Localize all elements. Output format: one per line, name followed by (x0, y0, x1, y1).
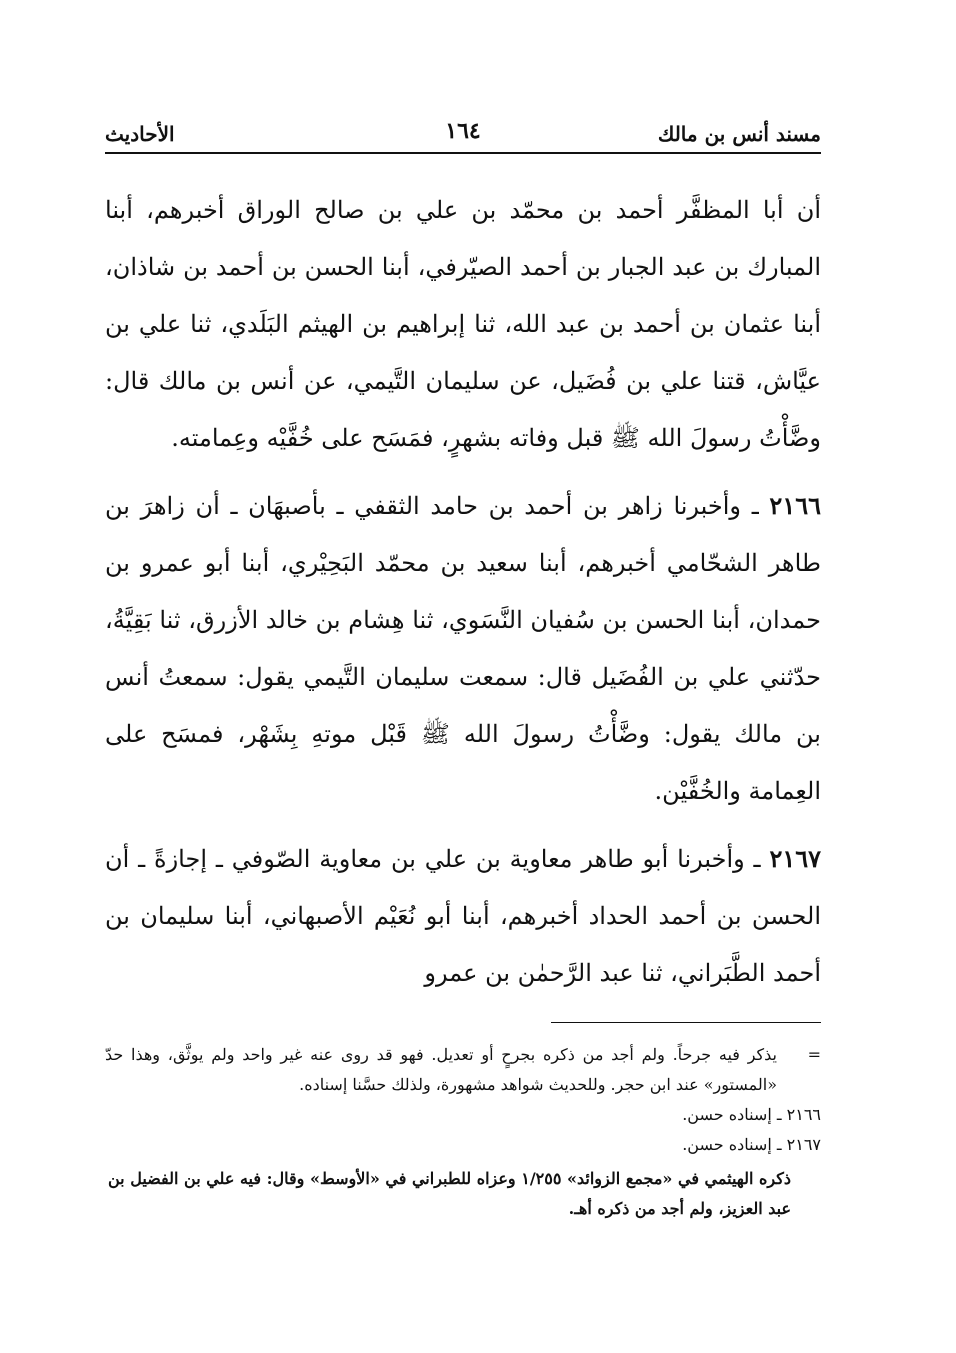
hadith-2166 (105, 477, 821, 820)
hadith-2167 (105, 830, 821, 1002)
footnotes (105, 1040, 821, 1224)
footnote-text: يذكر فيه جرحاً. ولم أجد من ذكره بجرحٍ أو تعديل. فهو قد روى عنه غير واحد ولم يوثَّق، وهذا حدّ «المستور» عند ابن حجر. وللحديث شواهد مشهورة، ولذلك حسَّنا إسناده. (105, 1045, 777, 1094)
hadith-number: ٢١٦٧ (769, 844, 821, 873)
paragraph-text: ـ وأخبرنا زاهر بن أحمد بن حامد الثقفي ـ بأصبهَان ـ أن زاهرَ بن طاهر الشحّامي أخبرهم، أبنا سعيد بن محمّد البَحِيْري، أبنا أبو عمرو بن حمدان، أبنا الحسن بن سُفيان النَّسَوي، ثنا هِشام بن خالد الأزرق، ثنا بَقِيَّةُ، حدّثني علي بن الفُضَيل قال: سمعت سليمان التَّيمي يقول: سمعتُ أنس بن مالك يقول: وضَّأْتُ رسولَ الله ﷺ قَبْل موتهِ بِشَهْر، فمسَح على العِمامة والخُفَّيْن. (105, 492, 822, 805)
paragraph-text: ـ وأخبرنا أبو طاهر معاوية بن علي بن معاوية الصّوفي ـ إجازةً ـ أن الحسن بن أحمد الحداد أخبرهم، أبنا أبو نُعَيْم الأصبهاني، أبنا سليمان بن أحمد الطَّبَراني، ثنا عبد الرَّحمٰن بن عمرو (105, 845, 821, 987)
book-page (105, 110, 821, 1310)
continuation-mark: = (807, 1045, 821, 1064)
section-title: الأحاديث (105, 122, 175, 146)
footnote-commentary: ذكره الهيثمي في «مجمع الزوائد» ١/٢٥٥ وعزاه للطبراني في «الأوسط» وقال: فيه علي بن الفضيل بن عبد العزيز، ولم أجد من ذكره أهـ. (108, 1169, 791, 1218)
paragraph (105, 182, 821, 467)
running-header (105, 110, 821, 154)
footnote-separator (551, 1022, 821, 1023)
footnote-2166: ٢١٦٦ ـ إسناده حسن. (682, 1105, 821, 1124)
footnote-2167: ٢١٦٧ ـ إسناده حسن. (682, 1135, 821, 1154)
book-title: مسند أنس بن مالك (657, 122, 821, 146)
paragraph-text: أن أبا المظفَّر أحمد بن محمّد بن علي بن صالح الوراق أخبرهم، أبنا المبارك بن عبد الجبار بن أحمد الصيّرفي، أبنا الحسن بن أحمد بن شاذان، أبنا عثمان بن أحمد بن عبد الله، ثنا إبراهيم بن الهيثم البَلَدي، ثنا علي بن عيَّاش، قتنا علي بن فُضَيل، عن سليمان التَّيمي، عن أنس بن مالك قال: وضَّأْتُ رسولَ الله ﷺ قبل وفاته بشهرٍ، فمَسَح على خُفَّيْه وعِمامته. (105, 196, 821, 452)
footnote-continuation (105, 1040, 821, 1100)
page-number: ١٦٤ (445, 118, 481, 144)
hadith-number: ٢١٦٦ (769, 491, 821, 520)
main-text (105, 182, 821, 1002)
